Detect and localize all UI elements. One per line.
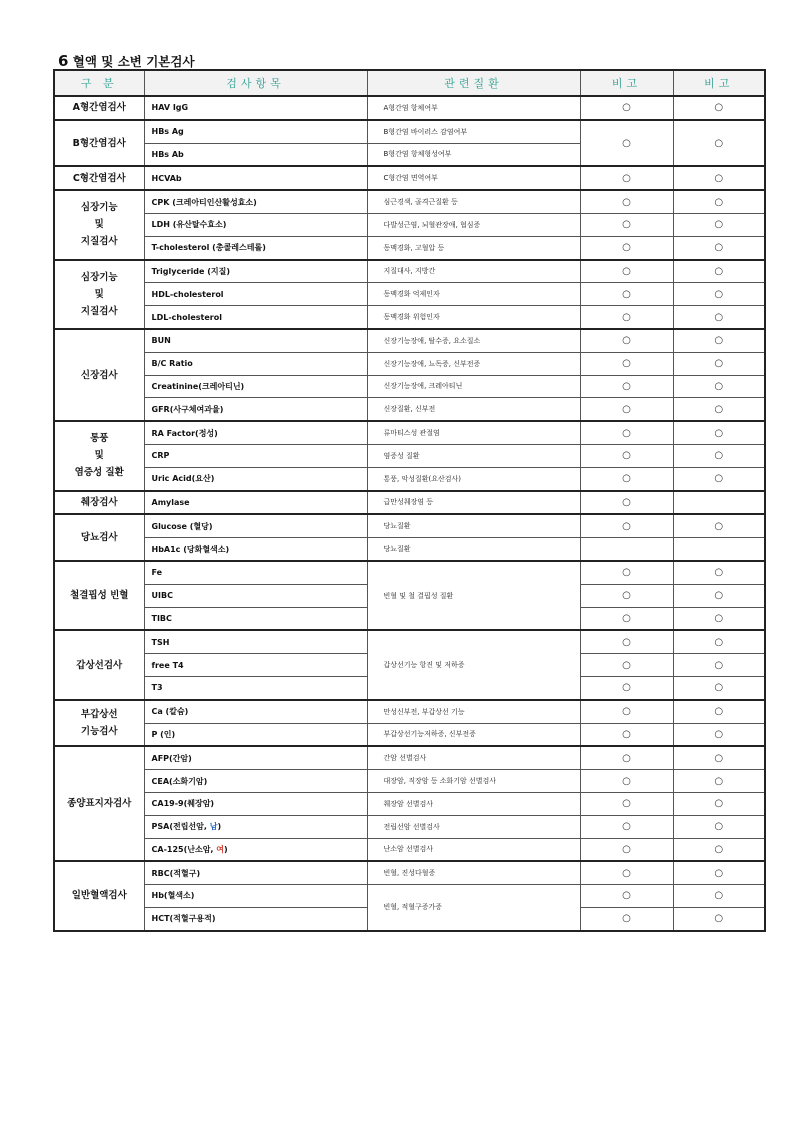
table-row bbox=[54, 352, 765, 375]
note-mark: ○ bbox=[580, 283, 673, 306]
note-mark: ○ bbox=[580, 375, 673, 398]
section-title bbox=[58, 52, 195, 70]
table-row bbox=[54, 723, 765, 746]
header-disease: 관련질환 bbox=[367, 70, 580, 96]
table-row bbox=[54, 467, 765, 490]
item-cell: UIBC bbox=[144, 584, 367, 607]
item-cell: Glucose (혈당) bbox=[144, 514, 367, 537]
note-mark: ○ bbox=[673, 120, 765, 167]
disease-cell: B형간염 항체형성여부 bbox=[367, 143, 580, 166]
table-row bbox=[54, 538, 765, 561]
disease-cell: 간암 선별검사 bbox=[367, 746, 580, 769]
note-mark: ○ bbox=[673, 561, 765, 584]
item-cell: T-cholesterol (총콜레스테롤) bbox=[144, 236, 367, 259]
note-mark: ○ bbox=[580, 907, 673, 930]
note-mark: ○ bbox=[580, 607, 673, 630]
note-mark: ○ bbox=[673, 654, 765, 677]
table-row bbox=[54, 329, 765, 352]
table-row bbox=[54, 491, 765, 515]
note-mark: ○ bbox=[580, 352, 673, 375]
table-row bbox=[54, 792, 765, 815]
note-mark: ○ bbox=[673, 398, 765, 421]
note-mark: ○ bbox=[580, 700, 673, 723]
disease-cell: 빈혈, 진성다혈증 bbox=[367, 861, 580, 884]
note-mark: ○ bbox=[673, 861, 765, 884]
note-mark: ○ bbox=[673, 607, 765, 630]
table-row bbox=[54, 421, 765, 444]
note-mark: ○ bbox=[580, 190, 673, 213]
category-cell: 당뇨검사 bbox=[54, 514, 144, 561]
disease-cell: 신장기능장애, 뇨독증, 신부전증 bbox=[367, 352, 580, 375]
item-cell: BUN bbox=[144, 329, 367, 352]
note-empty bbox=[580, 538, 673, 561]
item-cell: Ca (칼슘) bbox=[144, 700, 367, 723]
disease-cell: 동맥경화 위험인자 bbox=[367, 306, 580, 329]
note-mark: ○ bbox=[673, 421, 765, 444]
note-mark: ○ bbox=[673, 792, 765, 815]
note-mark: ○ bbox=[580, 166, 673, 190]
item-cell: CA-125(난소암, 여) bbox=[144, 838, 367, 861]
note-mark: ○ bbox=[673, 329, 765, 352]
table-row bbox=[54, 770, 765, 793]
table-row bbox=[54, 120, 765, 143]
table-row bbox=[54, 190, 765, 213]
table-row bbox=[54, 283, 765, 306]
table-row bbox=[54, 444, 765, 467]
note-mark: ○ bbox=[580, 467, 673, 490]
table-row bbox=[54, 96, 765, 120]
item-cell: Amylase bbox=[144, 491, 367, 515]
disease-cell: 류마티스성 관절염 bbox=[367, 421, 580, 444]
note-mark: ○ bbox=[673, 166, 765, 190]
item-cell: HDL-cholesterol bbox=[144, 283, 367, 306]
item-cell: HCT(적혈구용적) bbox=[144, 907, 367, 930]
note-mark: ○ bbox=[673, 514, 765, 537]
note-mark: ○ bbox=[580, 120, 673, 167]
note-mark: ○ bbox=[580, 398, 673, 421]
disease-cell: 부갑상선기능저하증, 신부전증 bbox=[367, 723, 580, 746]
note-mark: ○ bbox=[673, 676, 765, 699]
category-cell: 신장검사 bbox=[54, 329, 144, 421]
table-row bbox=[54, 700, 765, 723]
header-note-1: 비고 bbox=[580, 70, 673, 96]
note-mark: ○ bbox=[580, 723, 673, 746]
item-cell: HbA1c (당화혈색소) bbox=[144, 538, 367, 561]
disease-cell: 동맥경화, 고혈압 등 bbox=[367, 236, 580, 259]
exam-table bbox=[53, 69, 766, 932]
note-mark: ○ bbox=[673, 260, 765, 283]
disease-cell: 신장질환, 신부전 bbox=[367, 398, 580, 421]
table-row bbox=[54, 213, 765, 236]
category-cell: 갑상선검사 bbox=[54, 630, 144, 699]
note-mark: ○ bbox=[673, 770, 765, 793]
disease-cell: 난소암 선별검사 bbox=[367, 838, 580, 861]
item-cell: GFR(사구체여과율) bbox=[144, 398, 367, 421]
table-row bbox=[54, 375, 765, 398]
note-mark: ○ bbox=[673, 907, 765, 930]
category-cell: 췌장검사 bbox=[54, 491, 144, 515]
item-cell: HBs Ab bbox=[144, 143, 367, 166]
disease-cell: 다발성근염, 뇌혈관장애, 협심증 bbox=[367, 213, 580, 236]
disease-cell: 지질대사, 지방간 bbox=[367, 260, 580, 283]
item-cell: Triglyceride (지질) bbox=[144, 260, 367, 283]
table-row bbox=[54, 514, 765, 537]
item-cell: TIBC bbox=[144, 607, 367, 630]
disease-cell: 만성신부전, 부갑상선 기능 bbox=[367, 700, 580, 723]
disease-cell: 빈혈 및 철 결핍성 질환 bbox=[367, 561, 580, 630]
note-mark: ○ bbox=[673, 96, 765, 120]
note-mark: ○ bbox=[673, 306, 765, 329]
note-mark: ○ bbox=[673, 190, 765, 213]
gender-male-label: 남 bbox=[209, 822, 218, 832]
category-cell: 철결핍성 빈혈 bbox=[54, 561, 144, 630]
note-mark: ○ bbox=[580, 815, 673, 838]
item-cell: TSH bbox=[144, 630, 367, 653]
disease-cell: 전립선암 선별검사 bbox=[367, 815, 580, 838]
note-mark: ○ bbox=[673, 630, 765, 653]
table-header-row bbox=[54, 70, 765, 96]
table-row bbox=[54, 630, 765, 653]
item-cell: HCVAb bbox=[144, 166, 367, 190]
note-mark: ○ bbox=[580, 861, 673, 884]
header-note-2: 비고 bbox=[673, 70, 765, 96]
note-mark: ○ bbox=[580, 838, 673, 861]
header-item: 검사항목 bbox=[144, 70, 367, 96]
note-mark: ○ bbox=[673, 746, 765, 769]
disease-cell: A형간염 항체여부 bbox=[367, 96, 580, 120]
note-mark: ○ bbox=[580, 444, 673, 467]
note-mark: ○ bbox=[673, 700, 765, 723]
note-mark: ○ bbox=[580, 421, 673, 444]
disease-cell: 염증성 질환 bbox=[367, 444, 580, 467]
disease-cell: 신장기능장애, 크레아티닌 bbox=[367, 375, 580, 398]
note-mark: ○ bbox=[673, 283, 765, 306]
note-mark: ○ bbox=[580, 329, 673, 352]
note-mark: ○ bbox=[673, 236, 765, 259]
item-cell: RBC(적혈구) bbox=[144, 861, 367, 884]
category-cell: 종양표지자검사 bbox=[54, 746, 144, 861]
item-cell: P (인) bbox=[144, 723, 367, 746]
note-mark: ○ bbox=[673, 213, 765, 236]
item-cell: HAV IgG bbox=[144, 96, 367, 120]
item-cell: CRP bbox=[144, 444, 367, 467]
item-cell: free T4 bbox=[144, 654, 367, 677]
table-row bbox=[54, 398, 765, 421]
item-cell: PSA(전립선암, 남) bbox=[144, 815, 367, 838]
note-empty bbox=[673, 538, 765, 561]
note-mark: ○ bbox=[673, 838, 765, 861]
category-cell: B형간염검사 bbox=[54, 120, 144, 167]
section-number: 6 bbox=[58, 52, 69, 70]
item-cell: CPK (크레아티인산활성효소) bbox=[144, 190, 367, 213]
note-mark: ○ bbox=[580, 491, 673, 515]
disease-cell: 빈혈, 적혈구증가증 bbox=[367, 885, 580, 931]
item-cell: CEA(소화기암) bbox=[144, 770, 367, 793]
table-row bbox=[54, 838, 765, 861]
disease-cell: 신장기능장애, 탈수증, 요소질소 bbox=[367, 329, 580, 352]
header-category: 구 분 bbox=[54, 70, 144, 96]
category-cell: A형간염검사 bbox=[54, 96, 144, 120]
note-mark: ○ bbox=[580, 584, 673, 607]
note-mark: ○ bbox=[673, 723, 765, 746]
item-cell: CA19-9(췌장암) bbox=[144, 792, 367, 815]
item-cell: RA Factor(정성) bbox=[144, 421, 367, 444]
table-row bbox=[54, 746, 765, 769]
note-mark: ○ bbox=[580, 96, 673, 120]
disease-cell: 급만성췌장염 등 bbox=[367, 491, 580, 515]
note-mark: ○ bbox=[673, 885, 765, 908]
table-row bbox=[54, 561, 765, 584]
gender-female-label: 여 bbox=[216, 844, 224, 854]
category-cell: 심장기능 및 지질검사 bbox=[54, 260, 144, 329]
item-cell: AFP(간암) bbox=[144, 746, 367, 769]
note-mark: ○ bbox=[673, 584, 765, 607]
item-cell: Fe bbox=[144, 561, 367, 584]
note-mark: ○ bbox=[673, 815, 765, 838]
note-mark: ○ bbox=[673, 444, 765, 467]
disease-cell: 당뇨질환 bbox=[367, 514, 580, 537]
note-mark: ○ bbox=[580, 561, 673, 584]
disease-cell: 심근경색, 골격근질환 등 bbox=[367, 190, 580, 213]
item-cell: T3 bbox=[144, 676, 367, 699]
note-mark: ○ bbox=[580, 676, 673, 699]
disease-cell: B형간염 바이러스 감염여부 bbox=[367, 120, 580, 143]
table-row bbox=[54, 260, 765, 283]
category-cell: 통풍 및 염증성 질환 bbox=[54, 421, 144, 490]
category-cell: 심장기능 및 지질검사 bbox=[54, 190, 144, 259]
table-row bbox=[54, 861, 765, 884]
disease-cell: 대장암, 직장암 등 소화기암 선별검사 bbox=[367, 770, 580, 793]
table-row bbox=[54, 815, 765, 838]
category-cell: 일반혈액검사 bbox=[54, 861, 144, 930]
item-cell: LDH (유산탈수효소) bbox=[144, 213, 367, 236]
table-row bbox=[54, 306, 765, 329]
note-empty bbox=[673, 491, 765, 515]
disease-cell: C형간염 면역여부 bbox=[367, 166, 580, 190]
note-mark: ○ bbox=[673, 467, 765, 490]
item-cell: Hb(혈색소) bbox=[144, 885, 367, 908]
note-mark: ○ bbox=[580, 792, 673, 815]
disease-cell: 통풍, 악성질환(요산검사) bbox=[367, 467, 580, 490]
disease-cell: 췌장암 선별검사 bbox=[367, 792, 580, 815]
table-row bbox=[54, 885, 765, 908]
item-cell: B/C Ratio bbox=[144, 352, 367, 375]
note-mark: ○ bbox=[580, 770, 673, 793]
note-mark: ○ bbox=[580, 306, 673, 329]
note-mark: ○ bbox=[580, 213, 673, 236]
item-cell: Creatinine(크레아티닌) bbox=[144, 375, 367, 398]
note-mark: ○ bbox=[580, 236, 673, 259]
item-cell: Uric Acid(요산) bbox=[144, 467, 367, 490]
table-row bbox=[54, 166, 765, 190]
note-mark: ○ bbox=[580, 654, 673, 677]
note-mark: ○ bbox=[580, 885, 673, 908]
item-cell: HBs Ag bbox=[144, 120, 367, 143]
disease-cell: 당뇨질환 bbox=[367, 538, 580, 561]
disease-cell: 동맥경화 억제인자 bbox=[367, 283, 580, 306]
note-mark: ○ bbox=[580, 514, 673, 537]
note-mark: ○ bbox=[673, 375, 765, 398]
table-row bbox=[54, 236, 765, 259]
note-mark: ○ bbox=[580, 630, 673, 653]
disease-cell: 갑상선기능 항진 및 저하증 bbox=[367, 630, 580, 699]
item-cell: LDL-cholesterol bbox=[144, 306, 367, 329]
note-mark: ○ bbox=[673, 352, 765, 375]
category-cell: 부갑상선 기능검사 bbox=[54, 700, 144, 747]
section-title-text: 혈액 및 소변 기본검사 bbox=[72, 54, 195, 69]
category-cell: C형간염검사 bbox=[54, 166, 144, 190]
note-mark: ○ bbox=[580, 746, 673, 769]
note-mark: ○ bbox=[580, 260, 673, 283]
